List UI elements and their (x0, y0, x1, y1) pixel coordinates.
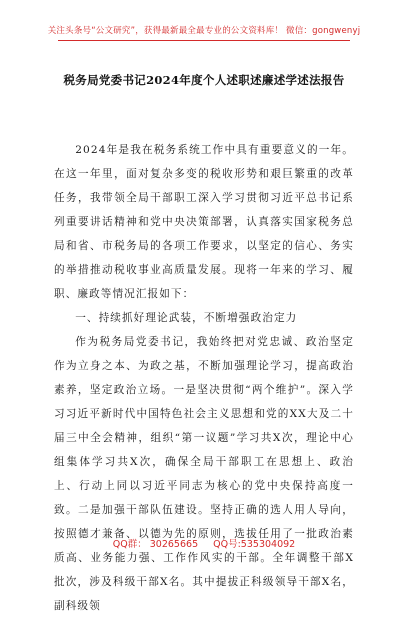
footer-qq-number: QQ号:535304092 (213, 539, 296, 550)
document-title: 税务局党委书记2024年度个人述职述廉述学述法报告 (63, 73, 345, 87)
paragraph-intro: 2024年是我在税务系统工作中具有重要意义的一年。在这一年里，面对复杂多变的税收形势和艰巨繁重的改革任务，我带领全局干部职工深入学习贯彻习近平总书记系列重要讲话精神和党中央决策部署，认真落实国家税务总局和省、市税务局的各项工作要求，以坚定的信心、务实的举措推动税收事业高质量发展。现将一年来的学习、履职、廉政等情况汇报如下： (54, 144, 354, 300)
header-divider (58, 40, 350, 41)
header-banner: 关注头条号“公文研究”，获得最新最全最专业的公文资料库！ 微信：gongwenyj (47, 26, 361, 36)
section-heading-1: 一、持续抓好理论武装，不断增强政治定力 (75, 312, 298, 324)
footer-qq-group: QQ群： 30265665 (112, 539, 199, 550)
footer-contact (0, 536, 408, 550)
paragraph-section-1: 作为税务局党委书记，我始终把对党忠诚、政治坚定作为立身之本、为政之基，不断加强理论学习，提高政治素养，坚定政治立场。一是坚决贯彻“两个维护”。深入学习习近平新时代中国特色社会主义思想和党的XX大及二十届三中全会精神，组织“第一议题”学习共X次，理论中心组集体学习共X次，确保全局干部职工在思想上、政治上、行动上同以习近平同志为核心的党中央保持高度一致。二是加强干部队伍建设。坚持正确的选人用人导向，按照德才兼备、以德为先的原则，选拔任用了一批政治素质高、业务能力强、工作作风实的干部。全年调整干部X批次，涉及科级干部X名。其中提拔正科级领导干部X名，副科级领 (54, 336, 354, 612)
